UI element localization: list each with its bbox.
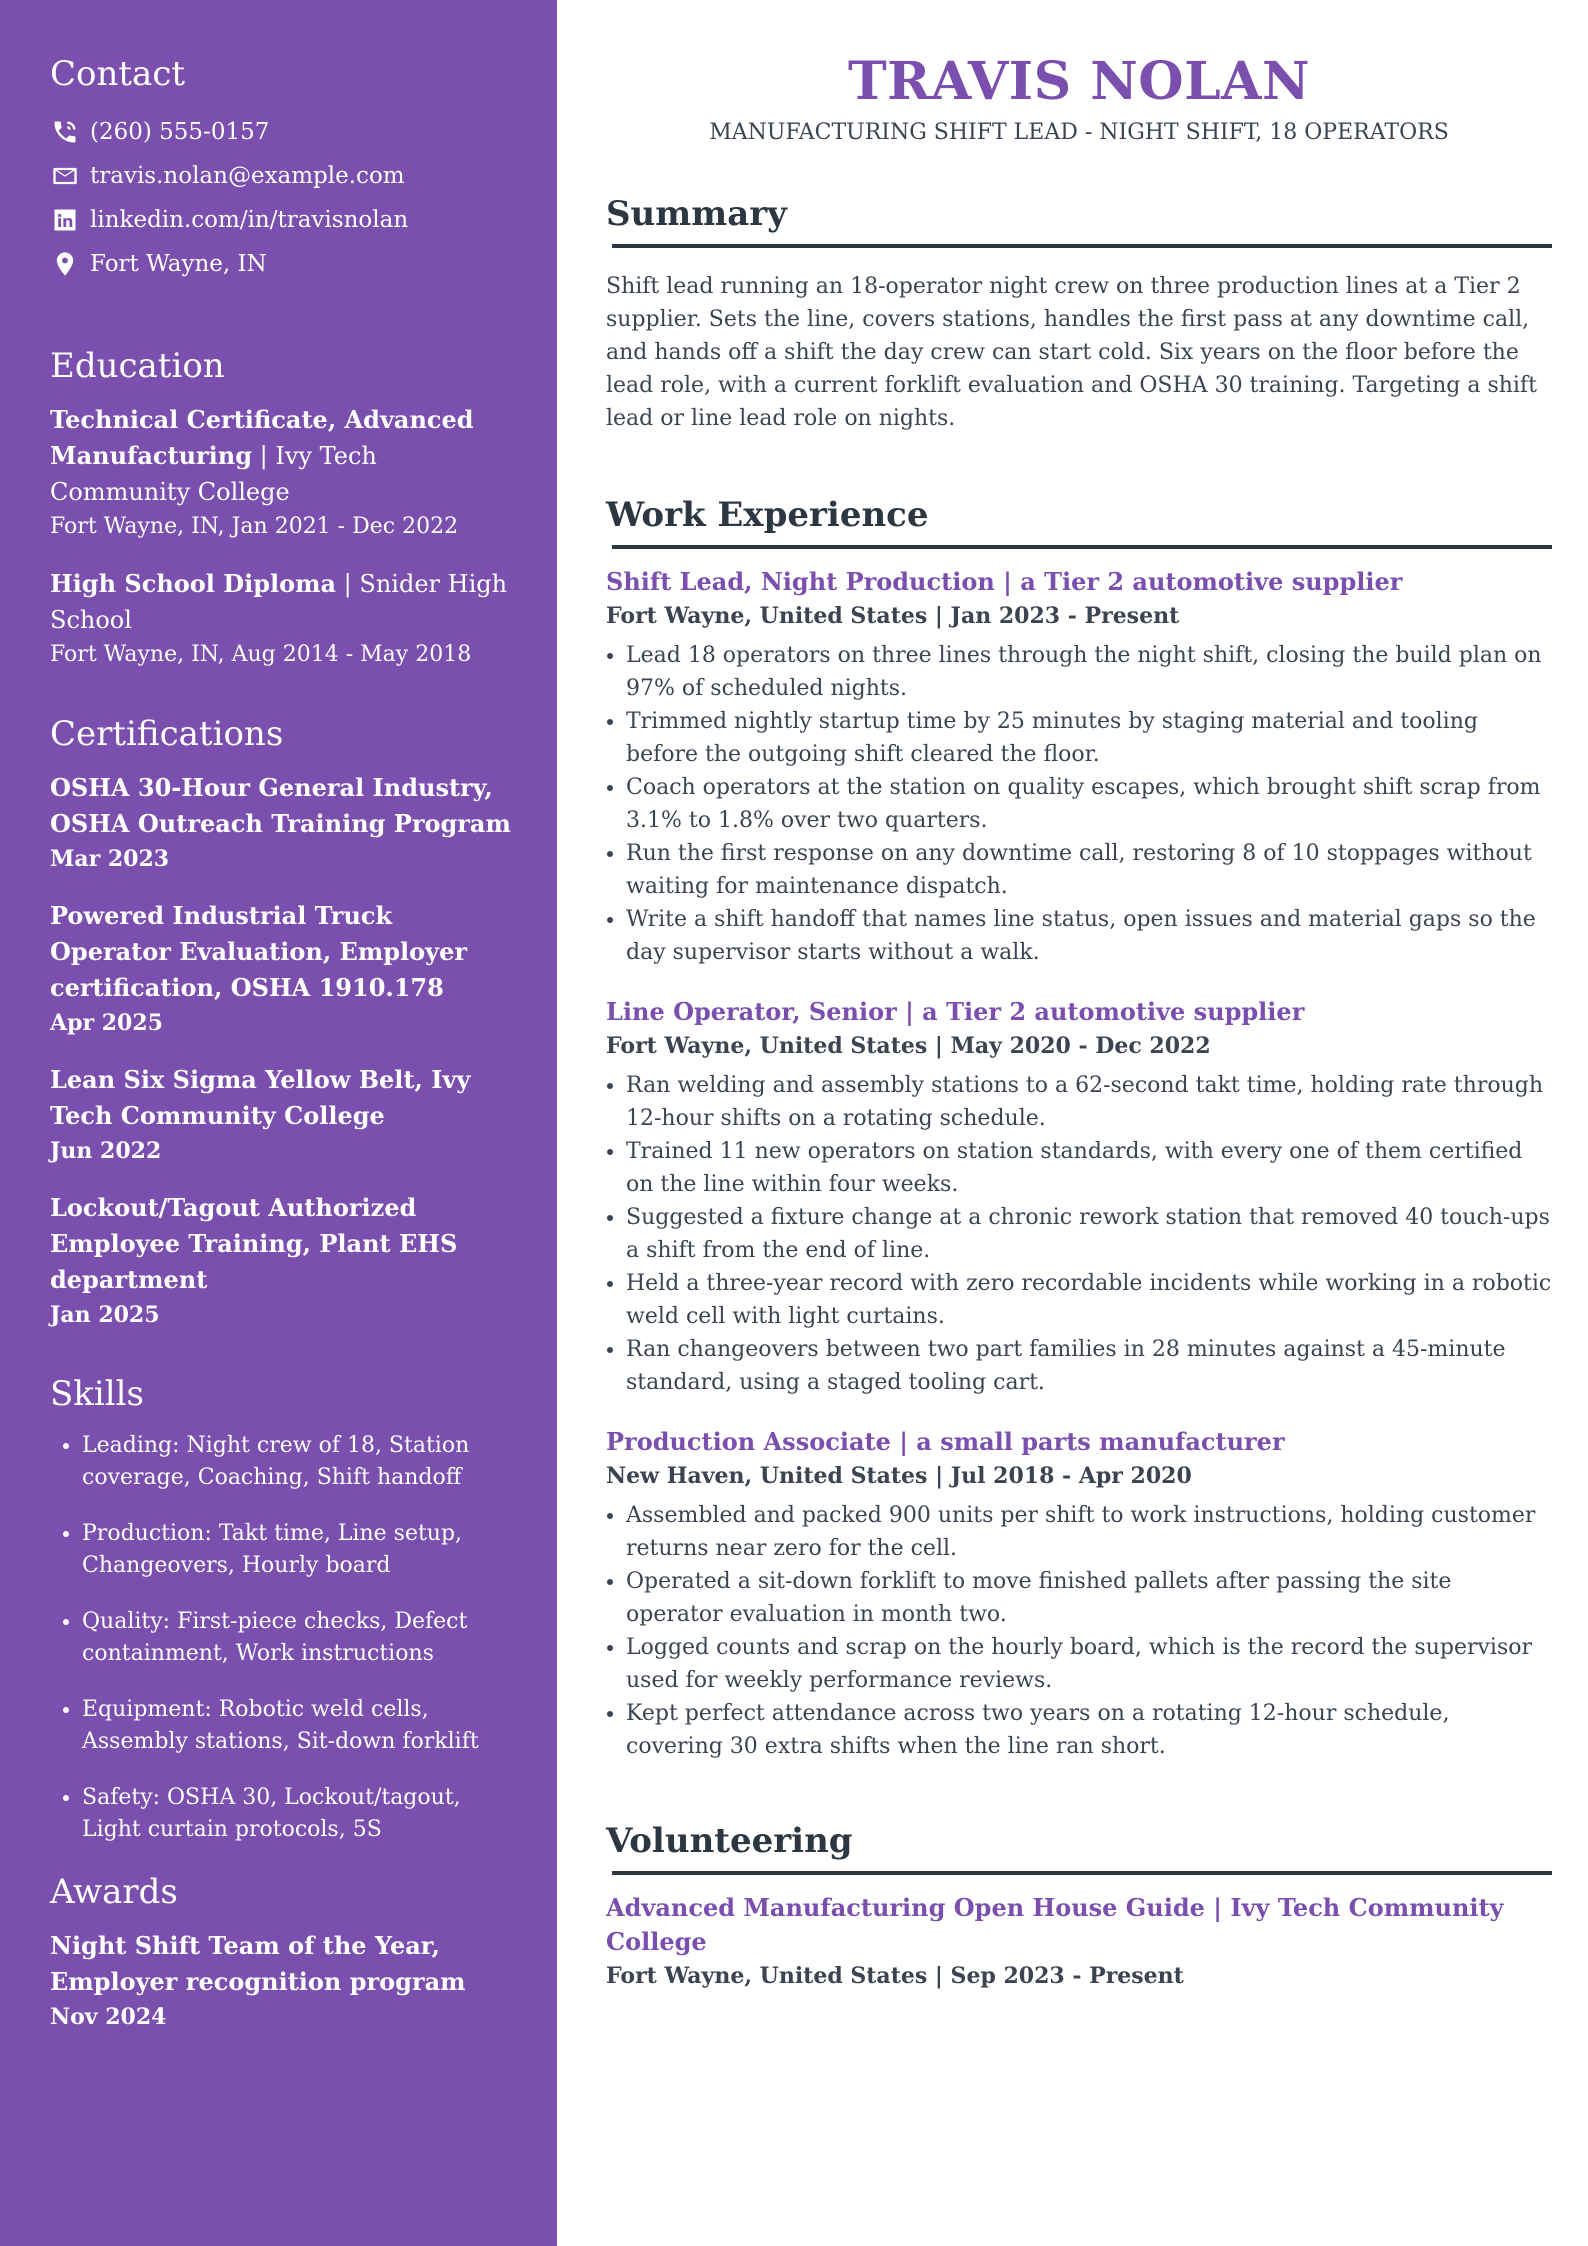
volunteering-meta: Fort Wayne, United States | Sep 2023 - Present [606,1963,1184,1989]
education-degree: High School Diploma [50,569,337,598]
job-bullet: • Kept perfect attendance across two years on a rotating 12-hour schedule, covering 30 extra shifts when the line ran short. [626,1697,1552,1763]
job-bullet: • Suggested a fixture change at a chronic rework station that removed 40 touch-ups a shift from the end of line. [626,1201,1552,1267]
certification-item [50,1190,517,1332]
award-item [50,1928,517,2034]
job-bullets [606,1069,1552,1399]
awards-section [50,1870,517,2034]
job-bullets [606,639,1552,969]
education-section [50,344,517,672]
sidebar [0,0,557,2246]
education-separator: | [252,442,276,470]
section-divider [612,1871,1552,1875]
education-school: Ivy Tech Community College [50,442,377,506]
contact-phone [50,110,517,154]
job-title: Line Operator, Senior | a Tier 2 automotive supplier [606,997,1305,1026]
candidate-name: TRAVIS NOLAN [847,51,1311,112]
volunteering-title: Advanced Manufacturing Open House Guide | Ivy Tech Community College [606,1893,1504,1956]
job-meta: New Haven, United States | Jul 2018 - Apr 2020 [606,1463,1192,1489]
linkedin-icon [50,205,80,235]
location-pin-icon [50,249,80,279]
certification-name: Powered Industrial Truck Operator Evaluation, Employer certification, OSHA 1910.178 [50,901,467,1002]
job-bullet: • Coach operators at the station on quality escapes, which brought shift scrap from 3.1% to 1.8% over two quarters. [626,771,1552,837]
job-bullet: • Trained 11 new operators on station standards, with every one of them certified on the line within four weeks. [626,1135,1552,1201]
skill-item: • Safety: OSHA 30, Lockout/tagout, Light curtain protocols, 5S [82,1782,517,1846]
main-content [606,0,1552,1993]
certifications-section [50,712,517,1332]
contact-email [50,154,517,198]
volunteering-section [606,1819,1552,1993]
certification-name: Lean Six Sigma Yellow Belt, Ivy Tech Community College [50,1065,471,1130]
job-entry [606,995,1552,1399]
awards-heading: Awards [50,1872,178,1912]
summary-heading: Summary [606,194,787,234]
job-bullet: • Write a shift handoff that names line status, open issues and material gaps so the day supervisor starts without a walk. [626,903,1552,969]
linkedin-link[interactable]: linkedin.com/in/travisnolan [90,207,409,233]
certification-date: Mar 2023 [50,846,170,872]
job-bullet: • Ran changeovers between two part families in 28 minutes against a 45-minute standard, using a staged tooling cart. [626,1333,1552,1399]
volunteering-heading: Volunteering [606,1821,853,1861]
certifications-heading: Certifications [50,714,284,754]
job-title: Production Associate | a small parts manufacturer [606,1427,1285,1456]
award-date: Nov 2024 [50,2004,167,2030]
job-bullet: • Operated a sit-down forklift to move finished pallets after passing the site operator evaluation in month two. [626,1565,1552,1631]
phone-text[interactable]: (260) 555-0157 [90,119,270,145]
job-bullet: • Logged counts and scrap on the hourly board, which is the record the supervisor used for weekly performance reviews. [626,1631,1552,1697]
contact-list [50,110,517,286]
education-item [50,402,517,544]
certification-item [50,898,517,1040]
contact-location [50,242,517,286]
job-bullet: • Trimmed nightly startup time by 25 minutes by staging material and tooling before the outgoing shift cleared the floor. [626,705,1552,771]
job-bullet: • Lead 18 operators on three lines through the night shift, closing the build plan on 97% of scheduled nights. [626,639,1552,705]
section-divider [612,244,1552,248]
job-bullets [606,1499,1552,1763]
job-title: Shift Lead, Night Production | a Tier 2 automotive supplier [606,567,1403,596]
certification-name: OSHA 30-Hour General Industry, OSHA Outreach Training Program [50,773,511,838]
candidate-headline: MANUFACTURING SHIFT LEAD - NIGHT SHIFT, 18 OPERATORS [709,120,1449,145]
skills-heading: Skills [50,1374,144,1414]
contact-linkedin [50,198,517,242]
summary-section [606,192,1552,435]
award-name: Night Shift Team of the Year, Employer recognition program [50,1931,466,1996]
skill-item: • Production: Takt time, Line setup, Changeovers, Hourly board [82,1518,517,1582]
certification-date: Jan 2025 [50,1302,160,1328]
education-heading: Education [50,346,225,386]
education-school: Snider High School [50,570,508,634]
job-entry [606,1425,1552,1763]
skill-item: • Equipment: Robotic weld cells, Assembly stations, Sit-down forklift [82,1694,517,1758]
job-bullet: • Ran welding and assembly stations to a 62-second takt time, holding rate through 12-hour shifts on a rotating schedule. [626,1069,1552,1135]
certification-date: Apr 2025 [50,1010,163,1036]
education-item [50,566,517,672]
work-experience-heading: Work Experience [606,495,929,535]
education-meta: Fort Wayne, IN, Aug 2014 - May 2018 [50,642,472,667]
job-meta: Fort Wayne, United States | May 2020 - Dec 2022 [606,1033,1211,1059]
summary-text: Shift lead running an 18-operator night crew on three production lines at a Tier 2 supplier. Sets the line, covers stations, handles the first pass at any downtime call, and hands off a shift the day crew can start cold. Six years on the floor before the lead role, with a current forklift evaluation and OSHA 30 training. Targeting a shift lead or line lead role on nights. [606,274,1537,431]
job-meta: Fort Wayne, United States | Jan 2023 - Present [606,603,1180,629]
education-degree: Technical Certificate, Advanced Manufacturing [50,405,474,470]
skills-list [50,1430,517,1846]
certification-name: Lockout/Tagout Authorized Employee Training, Plant EHS department [50,1193,458,1294]
job-entry [606,565,1552,969]
mail-icon [50,161,80,191]
section-divider [612,545,1552,549]
education-separator: | [336,570,360,598]
skill-item: • Leading: Night crew of 18, Station coverage, Coaching, Shift handoff [82,1430,517,1494]
work-experience-section [606,493,1552,1763]
contact-heading: Contact [50,54,186,94]
job-bullet: • Assembled and packed 900 units per shift to work instructions, holding customer returns near zero for the cell. [626,1499,1552,1565]
volunteering-entry [606,1891,1552,1993]
email-link[interactable]: travis.nolan@example.com [90,163,405,189]
job-bullet: • Held a three-year record with zero recordable incidents while working in a robotic weld cell with light curtains. [626,1267,1552,1333]
job-bullet: • Run the first response on any downtime call, restoring 8 of 10 stoppages without waiting for maintenance dispatch. [626,837,1552,903]
education-meta: Fort Wayne, IN, Jan 2021 - Dec 2022 [50,514,459,539]
skills-section [50,1372,517,1846]
certification-date: Jun 2022 [50,1138,162,1164]
phone-icon [50,117,80,147]
skill-item: • Quality: First-piece checks, Defect containment, Work instructions [82,1606,517,1670]
contact-section [50,52,517,286]
certification-item [50,1062,517,1168]
location-text: Fort Wayne, IN [90,251,267,277]
certification-item [50,770,517,876]
